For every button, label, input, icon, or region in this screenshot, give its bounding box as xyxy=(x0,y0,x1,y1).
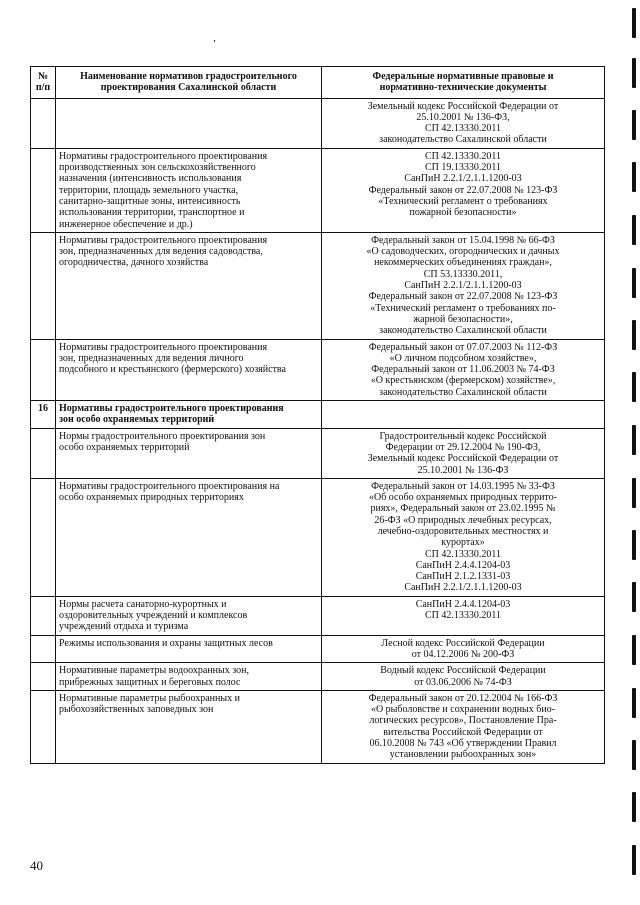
row-number-cell xyxy=(31,596,56,635)
table-header-row xyxy=(31,67,605,99)
norm-name-cell: Нормы градостроительного проектирования зон особо охраняемых территорий xyxy=(56,428,322,478)
documents-cell: СанПиН 2.4.4.1204-03 СП 42.13330.2011 xyxy=(322,596,605,635)
norm-name-cell: Нормативы градостроительного проектирования зон особо охраняемых территорий xyxy=(56,401,322,429)
norm-name-cell: Нормы расчета санаторно-курортных и оздоровительных учреждений и комплексов учреждений отдыха и туризма xyxy=(56,596,322,635)
documents-cell xyxy=(322,401,605,429)
row-number-cell xyxy=(31,690,56,763)
scan-artifact xyxy=(214,40,215,42)
header-num: № п/п xyxy=(31,67,56,99)
row-number-cell xyxy=(31,339,56,400)
row-number-cell xyxy=(31,148,56,232)
table-row xyxy=(31,596,605,635)
documents-cell: СП 42.13330.2011 СП 19.13330.2011 СанПиН 2.2.1/2.1.1.1200-03 Федеральный закон от 22.07.2008 № 123-ФЗ «Технический регламент о требованиях пожарной безопасности» xyxy=(322,148,605,232)
scan-mark xyxy=(632,372,636,402)
row-number-cell: 16 xyxy=(31,401,56,429)
table-row xyxy=(31,663,605,691)
documents-cell: Федеральный закон от 07.07.2003 № 112-ФЗ «О личном подсобном хозяйстве», Федеральный закон от 11.06.2003 № 74-ФЗ «О крестьянском (фермерском) хозяйстве», законодательство Сахалинской области xyxy=(322,339,605,400)
row-number-cell xyxy=(31,428,56,478)
page-number: 40 xyxy=(30,858,43,873)
scan-mark xyxy=(632,530,636,560)
norm-name-cell: Нормативы градостроительного проектирования на особо охраняемых природных территориях xyxy=(56,478,322,596)
scan-mark xyxy=(632,58,636,88)
header-name: Наименование нормативов градостроительного проектирования Сахалинской области xyxy=(56,67,322,99)
scan-mark xyxy=(632,478,636,508)
table-row xyxy=(31,401,605,429)
scan-mark xyxy=(632,582,636,612)
documents-cell: Лесной кодекс Российской Федерации от 04.12.2006 № 200-ФЗ xyxy=(322,635,605,663)
norm-name-cell: Нормативные параметры водоохранных зон, прибрежных защитных и береговых полос xyxy=(56,663,322,691)
norm-name-cell: Нормативы градостроительного проектирования производственных зон сельскохозяйственного назначения (интенсивность использования территории, площадь земельного участка, санитарно-защитные зоны, интенсивность использования территории, транспортное и инженерное обеспечение и др.) xyxy=(56,148,322,232)
scan-mark xyxy=(632,162,636,192)
table-row xyxy=(31,478,605,596)
scan-mark xyxy=(632,320,636,350)
scan-mark xyxy=(632,215,636,245)
row-number-cell xyxy=(31,98,56,148)
table-row xyxy=(31,339,605,400)
scan-mark xyxy=(632,688,636,718)
row-number-cell xyxy=(31,635,56,663)
documents-cell: Градостроительный кодекс Российской Федерации от 29.12.2004 № 190-ФЗ, Земельный кодекс Российской Федерации от 25.10.2001 № 136-ФЗ xyxy=(322,428,605,478)
documents-cell: Водный кодекс Российской Федерации от 03.06.2006 № 74-ФЗ xyxy=(322,663,605,691)
row-number-cell xyxy=(31,663,56,691)
norm-name-cell: Режимы использования и охраны защитных лесов xyxy=(56,635,322,663)
header-docs: Федеральные нормативные правовые и нормативно-технические документы xyxy=(322,67,605,99)
scan-mark xyxy=(632,792,636,822)
scan-mark xyxy=(632,845,636,875)
table-row xyxy=(31,690,605,763)
norm-name-cell: Нормативные параметры рыбоохранных и рыбохозяйственных заповедных зон xyxy=(56,690,322,763)
norm-name-cell: Нормативы градостроительного проектирования зон, предназначенных для ведения личного подсобного и крестьянского (фермерского) хозяйства xyxy=(56,339,322,400)
norms-table xyxy=(30,66,605,764)
table-row xyxy=(31,232,605,339)
norm-name-cell xyxy=(56,98,322,148)
row-number-cell xyxy=(31,232,56,339)
table-row xyxy=(31,428,605,478)
documents-cell: Федеральный закон от 20.12.2004 № 166-ФЗ «О рыболовстве и сохранении водных био- логических ресурсов», Постановление Пра- вительства Российской Федерации от 06.10.2008 № 743 «Об утверждении Правил установлении рыбоохранных зон» xyxy=(322,690,605,763)
table-row xyxy=(31,148,605,232)
scan-mark xyxy=(632,740,636,770)
documents-cell: Федеральный закон от 15.04.1998 № 66-ФЗ «О садоводческих, огороднических и дачных некоммерческих объединениях граждан», СП 53.13330.2011, СанПиН 2.2.1/2.1.1.1200-03 Федеральный закон от 22.07.2008 № 123-ФЗ «Технический регламент о требованиях по- жарной безопасности», законодательство Сахалинской области xyxy=(322,232,605,339)
scan-mark xyxy=(632,425,636,455)
table-row xyxy=(31,98,605,148)
scan-mark xyxy=(632,268,636,298)
documents-cell: Земельный кодекс Российской Федерации от 25.10.2001 № 136-ФЗ, СП 42.13330.2011 законодательство Сахалинской области xyxy=(322,98,605,148)
scan-mark xyxy=(632,110,636,140)
scan-mark xyxy=(632,8,636,38)
norm-name-cell: Нормативы градостроительного проектирования зон, предназначенных для ведения садоводства, огородничества, дачного хозяйства xyxy=(56,232,322,339)
table-row xyxy=(31,635,605,663)
scan-mark xyxy=(632,635,636,665)
norms-table-body xyxy=(31,98,605,763)
row-number-cell xyxy=(31,478,56,596)
documents-cell: Федеральный закон от 14.03.1995 № 33-ФЗ «Об особо охраняемых природных террито- риях», Федеральный закон от 23.02.1995 № 26-ФЗ «О природных лечебных ресурсах, лечебно-оздоровительных местностях и курортах» СП 42.13330.2011 СанПиН 2.4.4.1204-03 СанПиН 2.1.2.1331-03 СанПиН 2.2.1/2.1.1.1200-03 xyxy=(322,478,605,596)
